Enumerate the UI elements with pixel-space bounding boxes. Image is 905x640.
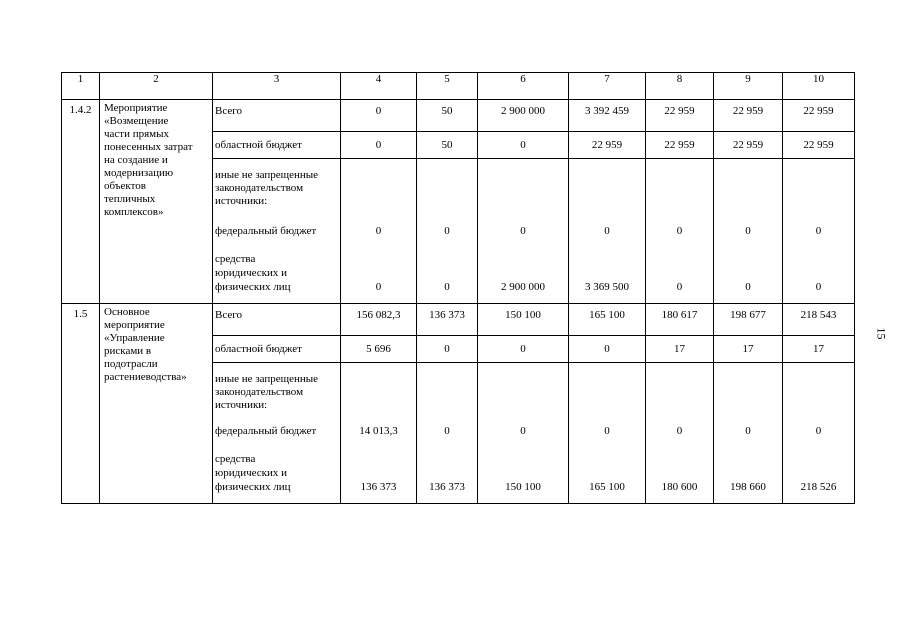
federal-value: 0 bbox=[745, 425, 751, 437]
source-legal-line: физических лиц bbox=[215, 281, 291, 293]
source-other-line: иные не запрещенные bbox=[215, 169, 319, 181]
value-cell: 22 959 bbox=[714, 132, 783, 159]
value-cell: 180 617 bbox=[646, 304, 714, 336]
header-cell: 1 bbox=[62, 73, 100, 100]
value-cell bbox=[783, 363, 855, 504]
legal-value: 3 369 500 bbox=[585, 281, 629, 293]
source-other-line: источники: bbox=[215, 399, 268, 411]
value-stack bbox=[646, 159, 713, 303]
source-federal: федеральный бюджет bbox=[215, 225, 317, 237]
value-cell bbox=[714, 363, 783, 504]
legal-value: 218 526 bbox=[800, 481, 837, 493]
legal-value: 150 100 bbox=[505, 481, 541, 493]
value-cell bbox=[646, 159, 714, 304]
federal-value: 0 bbox=[444, 425, 450, 437]
value-stack bbox=[646, 363, 713, 503]
value-cell: 165 100 bbox=[569, 304, 646, 336]
value-cell: 198 677 bbox=[714, 304, 783, 336]
item-name-line: подотрасли bbox=[104, 358, 158, 370]
federal-value: 14 013,3 bbox=[359, 425, 398, 437]
budget-table bbox=[61, 72, 855, 504]
item-name-line: тепличных bbox=[104, 193, 156, 205]
header-cell: 9 bbox=[714, 73, 783, 100]
item-name-line: «Возмещение bbox=[104, 115, 169, 127]
value-stack bbox=[783, 159, 854, 303]
legal-value: 180 600 bbox=[661, 481, 698, 493]
value-cell: 0 bbox=[417, 336, 478, 363]
legal-value: 2 900 000 bbox=[501, 281, 545, 293]
value-cell: 22 959 bbox=[714, 100, 783, 132]
federal-value: 0 bbox=[815, 425, 822, 437]
federal-value: 0 bbox=[520, 225, 526, 237]
legal-value: 165 100 bbox=[589, 481, 625, 493]
value-stack bbox=[417, 159, 477, 303]
value-cell: 17 bbox=[783, 336, 855, 363]
header-cell: 4 bbox=[341, 73, 417, 100]
value-cell: 0 bbox=[341, 132, 417, 159]
item-name-line: модернизацию bbox=[104, 167, 174, 179]
legal-value: 0 bbox=[745, 281, 751, 293]
header-cell: 5 bbox=[417, 73, 478, 100]
value-cell bbox=[341, 159, 417, 304]
item-number: 1.4.2 bbox=[62, 100, 100, 304]
value-stack bbox=[569, 363, 645, 503]
federal-value: 0 bbox=[676, 225, 683, 237]
source-other bbox=[213, 159, 341, 304]
value-stack bbox=[569, 159, 645, 303]
source-legal-line: юридических и bbox=[215, 467, 288, 479]
source-other-line: источники: bbox=[215, 195, 268, 207]
header-cell: 2 bbox=[100, 73, 213, 100]
value-cell bbox=[646, 363, 714, 504]
table-row bbox=[62, 100, 855, 132]
legal-value: 0 bbox=[676, 281, 683, 293]
source-other-line: законодательством bbox=[215, 386, 304, 398]
source-legal-line: физических лиц bbox=[215, 481, 291, 493]
item-name-line: «Управление bbox=[104, 332, 165, 344]
legal-value: 0 bbox=[815, 281, 822, 293]
value-stack bbox=[417, 363, 477, 503]
value-stack bbox=[714, 363, 782, 503]
value-cell bbox=[417, 363, 478, 504]
value-cell: 22 959 bbox=[646, 100, 714, 132]
item-name-line: мероприятие bbox=[104, 319, 165, 331]
federal-value: 0 bbox=[745, 225, 751, 237]
header-cell: 6 bbox=[478, 73, 569, 100]
federal-value: 0 bbox=[604, 225, 610, 237]
value-cell bbox=[714, 159, 783, 304]
source-legal-line: юридических и bbox=[215, 267, 288, 279]
federal-value: 0 bbox=[375, 225, 382, 237]
source-total: Всего bbox=[213, 100, 341, 132]
source-stack bbox=[215, 159, 340, 303]
value-stack bbox=[783, 363, 854, 503]
value-cell bbox=[569, 363, 646, 504]
value-cell: 22 959 bbox=[783, 100, 855, 132]
item-name-line: Мероприятие bbox=[104, 102, 168, 114]
item-name bbox=[100, 304, 213, 504]
value-cell bbox=[478, 159, 569, 304]
value-cell: 150 100 bbox=[478, 304, 569, 336]
value-cell: 3 392 459 bbox=[569, 100, 646, 132]
federal-value: 0 bbox=[815, 225, 822, 237]
legal-value: 136 373 bbox=[429, 481, 465, 493]
value-cell: 17 bbox=[714, 336, 783, 363]
item-name-line: объектов bbox=[104, 180, 146, 192]
value-cell: 136 373 bbox=[417, 304, 478, 336]
value-stack bbox=[478, 159, 568, 303]
value-cell: 0 bbox=[478, 132, 569, 159]
value-cell bbox=[783, 159, 855, 304]
source-regional: областной бюджет bbox=[213, 132, 341, 159]
value-cell: 50 bbox=[417, 132, 478, 159]
item-name bbox=[100, 100, 213, 304]
page-number: 15 bbox=[874, 327, 889, 340]
federal-value: 0 bbox=[604, 425, 610, 437]
source-other-line: законодательством bbox=[215, 182, 304, 194]
value-cell: 5 696 bbox=[341, 336, 417, 363]
value-cell: 218 543 bbox=[783, 304, 855, 336]
value-cell: 0 bbox=[569, 336, 646, 363]
item-name-line: Основное bbox=[104, 306, 150, 318]
value-cell: 0 bbox=[341, 100, 417, 132]
federal-value: 0 bbox=[676, 425, 683, 437]
value-cell bbox=[569, 159, 646, 304]
item-name-line: рисками в bbox=[104, 345, 152, 357]
value-cell: 22 959 bbox=[783, 132, 855, 159]
legal-value: 136 373 bbox=[360, 481, 397, 493]
item-name-line: понесенных затрат bbox=[104, 141, 193, 153]
source-other bbox=[213, 363, 341, 504]
source-regional: областной бюджет bbox=[213, 336, 341, 363]
value-cell: 22 959 bbox=[569, 132, 646, 159]
value-cell: 156 082,3 bbox=[341, 304, 417, 336]
value-cell: 2 900 000 bbox=[478, 100, 569, 132]
value-cell bbox=[478, 363, 569, 504]
header-cell: 10 bbox=[783, 73, 855, 100]
header-cell: 8 bbox=[646, 73, 714, 100]
value-cell: 17 bbox=[646, 336, 714, 363]
value-cell bbox=[417, 159, 478, 304]
value-cell: 50 bbox=[417, 100, 478, 132]
source-other-line: иные не запрещенные bbox=[215, 373, 319, 385]
source-total: Всего bbox=[213, 304, 341, 336]
item-name-line: растениеводства» bbox=[104, 371, 187, 383]
value-stack bbox=[341, 363, 416, 503]
value-cell bbox=[341, 363, 417, 504]
value-stack bbox=[478, 363, 568, 503]
item-name-line: комплексов» bbox=[104, 206, 164, 218]
federal-value: 0 bbox=[444, 225, 450, 237]
source-legal-line: средства bbox=[215, 453, 256, 465]
source-stack bbox=[215, 363, 340, 503]
table-row bbox=[62, 304, 855, 336]
header-row bbox=[62, 73, 855, 100]
legal-value: 198 660 bbox=[730, 481, 766, 493]
source-federal: федеральный бюджет bbox=[215, 425, 317, 437]
source-legal-line: средства bbox=[215, 253, 256, 265]
value-stack bbox=[341, 159, 416, 303]
header-cell: 3 bbox=[213, 73, 341, 100]
header-cell: 7 bbox=[569, 73, 646, 100]
item-name-line: части прямых bbox=[104, 128, 170, 140]
item-number: 1.5 bbox=[62, 304, 100, 504]
value-stack bbox=[714, 159, 782, 303]
value-cell: 22 959 bbox=[646, 132, 714, 159]
legal-value: 0 bbox=[375, 281, 382, 293]
federal-value: 0 bbox=[520, 425, 526, 437]
item-name-line: на создание и bbox=[104, 154, 168, 166]
value-cell: 0 bbox=[478, 336, 569, 363]
legal-value: 0 bbox=[444, 281, 450, 293]
